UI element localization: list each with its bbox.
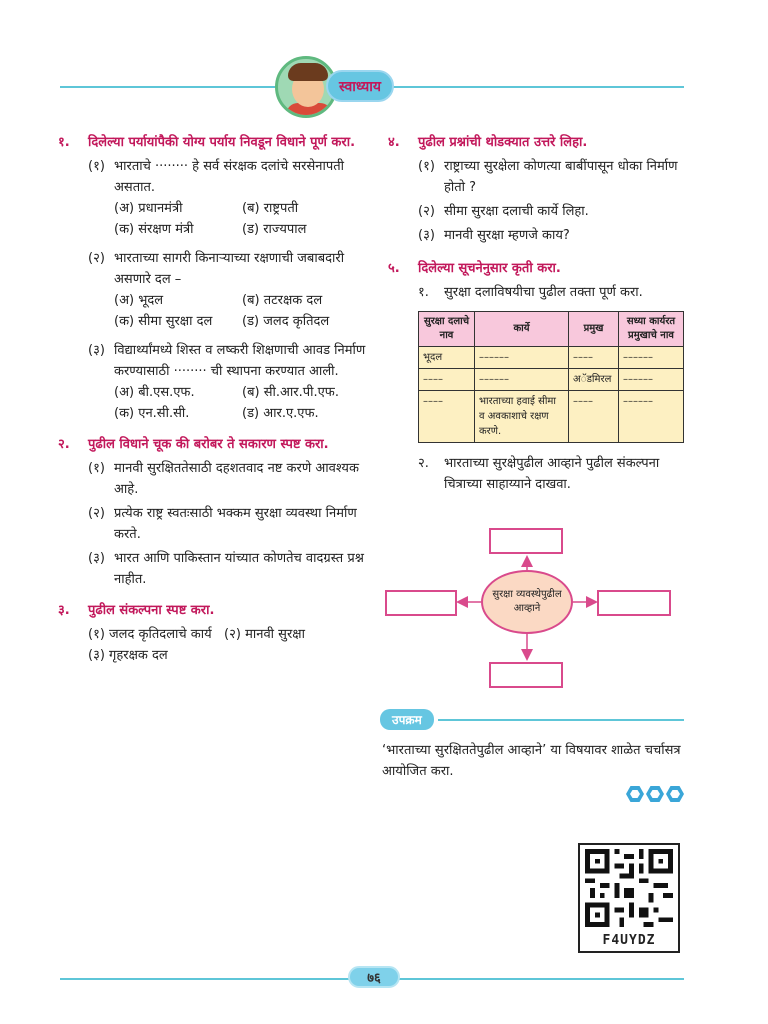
question-title: पुढील प्रश्नांची थोडक्यात उत्तरे लिहा. — [418, 135, 588, 150]
question-2 — [58, 434, 370, 590]
item-number: २. — [418, 456, 429, 471]
option: (अ) बी.एस.एफ. — [114, 385, 195, 400]
item-number: (३) — [88, 551, 105, 566]
item-number: (३) — [418, 228, 435, 243]
item-text: (१) जलद कृतिदलाचे कार्य (२) मानवी सुरक्षा — [88, 627, 305, 642]
qr-code-label: F4UYDZ — [602, 933, 656, 948]
table-header: कार्ये — [475, 312, 569, 347]
question-4 — [388, 132, 686, 246]
table-header: सध्या कार्यरत प्रमुखाचे नाव — [619, 312, 684, 347]
blank-box-left — [385, 590, 457, 616]
table-row — [419, 347, 684, 369]
option: (ड) जलद कृतिदल — [242, 314, 330, 329]
table-row — [419, 369, 684, 391]
item-text: मानवी सुरक्षिततेसाठी दहशतवाद नष्ट करणे आवश्यक आहे. — [114, 461, 359, 497]
table-cell: –––––– — [475, 369, 569, 391]
list-item — [88, 458, 370, 500]
table-cell: अॅडमिरल — [569, 369, 619, 391]
hexagon-icon — [666, 786, 684, 802]
table-cell: –––––– — [619, 369, 684, 391]
project-rule — [438, 719, 684, 721]
question-number: २. — [58, 437, 70, 452]
option: (क) एन.सी.सी. — [114, 406, 190, 421]
item-text: भारताच्या सुरक्षेपुढील आव्हाने पुढील संकल्पना चित्राच्या साहाय्याने दाखवा. — [444, 456, 660, 492]
item-number: (१) — [88, 159, 105, 174]
table-cell: भारताच्या हवाई सीमा व अवकाशाचे रक्षण करणे. — [475, 391, 569, 443]
option: (ब) सी.आर.पी.एफ. — [242, 385, 339, 400]
table-cell: –––– — [419, 391, 475, 443]
list-item — [88, 503, 370, 545]
options — [114, 290, 370, 332]
options — [114, 198, 370, 240]
question-number: १. — [58, 135, 70, 150]
list-item — [418, 453, 686, 495]
item-text: भारत आणि पाकिस्तान यांच्यात कोणतेच वादग्रस्त प्रश्न नाहीत. — [114, 551, 364, 587]
item-number: (३) — [88, 343, 105, 358]
list-item — [88, 248, 370, 332]
item-text: विद्यार्थ्यांमध्ये शिस्त व लष्करी शिक्षणाची आवड निर्माण करण्यासाठी ········ ची स्थापना करण्यात आली. — [114, 343, 366, 379]
project-text: ‘भारताच्या सुरक्षिततेपुढील आव्हाने’ या विषयावर शाळेत चर्चासत्र आयोजित करा. — [382, 743, 681, 779]
table-cell: –––––– — [475, 347, 569, 369]
page-number: ७६ — [348, 966, 400, 988]
item-text: मानवी सुरक्षा म्हणजे काय? — [444, 228, 570, 243]
qr-code — [578, 843, 680, 953]
option: (ड) राज्यपाल — [242, 222, 307, 237]
list-item — [88, 340, 370, 424]
question-title: पुढील संकल्पना स्पष्ट करा. — [88, 603, 215, 618]
question-1 — [58, 132, 370, 424]
item-number: (१) — [88, 461, 105, 476]
hexagon-icon — [626, 786, 644, 802]
question-3 — [58, 600, 370, 666]
item-number: (२) — [418, 204, 435, 219]
item-text: भारताच्या सागरी किनाऱ्याच्या रक्षणाची जबाबदारी असणारे दल – — [114, 251, 345, 287]
blank-box-top — [489, 528, 563, 554]
left-column — [58, 132, 370, 676]
table-row — [419, 391, 684, 443]
table-cell: –––– — [419, 369, 475, 391]
qr-code-icon — [584, 849, 674, 927]
item-number: (२) — [88, 251, 105, 266]
table-cell: भूदल — [419, 347, 475, 369]
question-title: पुढील विधाने चूक की बरोबर ते सकारण स्पष्ट करा. — [88, 437, 329, 452]
item-text: सीमा सुरक्षा दलाची कार्ये लिहा. — [444, 204, 589, 219]
question-5 — [388, 258, 686, 495]
item-text: राष्ट्राच्या सुरक्षेला कोणत्या बाबींपासून धोका निर्माण होतो ? — [444, 159, 678, 195]
table-header: सुरक्षा दलाचे नाव — [419, 312, 475, 347]
question-number: ३. — [58, 603, 70, 618]
list-item — [88, 156, 370, 240]
concept-diagram — [383, 526, 683, 696]
question-number: ५. — [388, 261, 400, 276]
table-header: प्रमुख — [569, 312, 619, 347]
item-text: भारताचे ········ हे सर्व संरक्षक दलांचे सरसेनापती असतात. — [114, 159, 345, 195]
option: (ब) राष्ट्रपती — [242, 201, 299, 216]
hexagon-icon — [646, 786, 664, 802]
blank-box-bottom — [489, 662, 563, 688]
item-number: (२) — [88, 506, 105, 521]
option: (ड) आर.ए.एफ. — [242, 406, 319, 421]
diagram-center: सुरक्षा व्यवस्थेपुढील आव्हाने — [481, 570, 573, 634]
table-cell: –––– — [569, 391, 619, 443]
right-column — [388, 132, 686, 505]
list-item — [418, 282, 686, 303]
option: (ब) तटरक्षक दल — [242, 293, 323, 308]
project-section — [380, 709, 684, 782]
question-title: दिलेल्या पर्यायांपैकी योग्य पर्याय निवडून विधाने पूर्ण करा. — [88, 135, 356, 150]
security-forces-table — [418, 311, 684, 443]
table-cell: –––– — [569, 347, 619, 369]
option: (क) संरक्षण मंत्री — [114, 222, 194, 237]
project-label: उपक्रम — [380, 709, 434, 730]
table-cell: –––––– — [619, 391, 684, 443]
question-number: ४. — [388, 135, 400, 150]
end-ornament — [626, 786, 684, 802]
item-number: १. — [418, 285, 429, 300]
question-title: दिलेल्या सूचनेनुसार कृती करा. — [418, 261, 561, 276]
option: (क) सीमा सुरक्षा दल — [114, 314, 213, 329]
blank-box-right — [597, 590, 671, 616]
option: (अ) भूदल — [114, 293, 164, 308]
list-item — [418, 201, 686, 222]
item-text: सुरक्षा दलाविषयीचा पुढील तक्ता पूर्ण करा. — [444, 285, 643, 300]
options — [114, 382, 370, 424]
list-item — [418, 225, 686, 246]
section-title: स्वाध्याय — [326, 70, 394, 102]
list-item — [418, 156, 686, 198]
option: (अ) प्रधानमंत्री — [114, 201, 183, 216]
list-item — [88, 548, 370, 590]
item-text: प्रत्येक राष्ट्र स्वतःसाठी भक्कम सुरक्षा व्यवस्था निर्माण करते. — [114, 506, 357, 542]
item-number: (१) — [418, 159, 435, 174]
item-text: (३) गृहरक्षक दल — [88, 648, 168, 663]
table-cell: –––––– — [619, 347, 684, 369]
